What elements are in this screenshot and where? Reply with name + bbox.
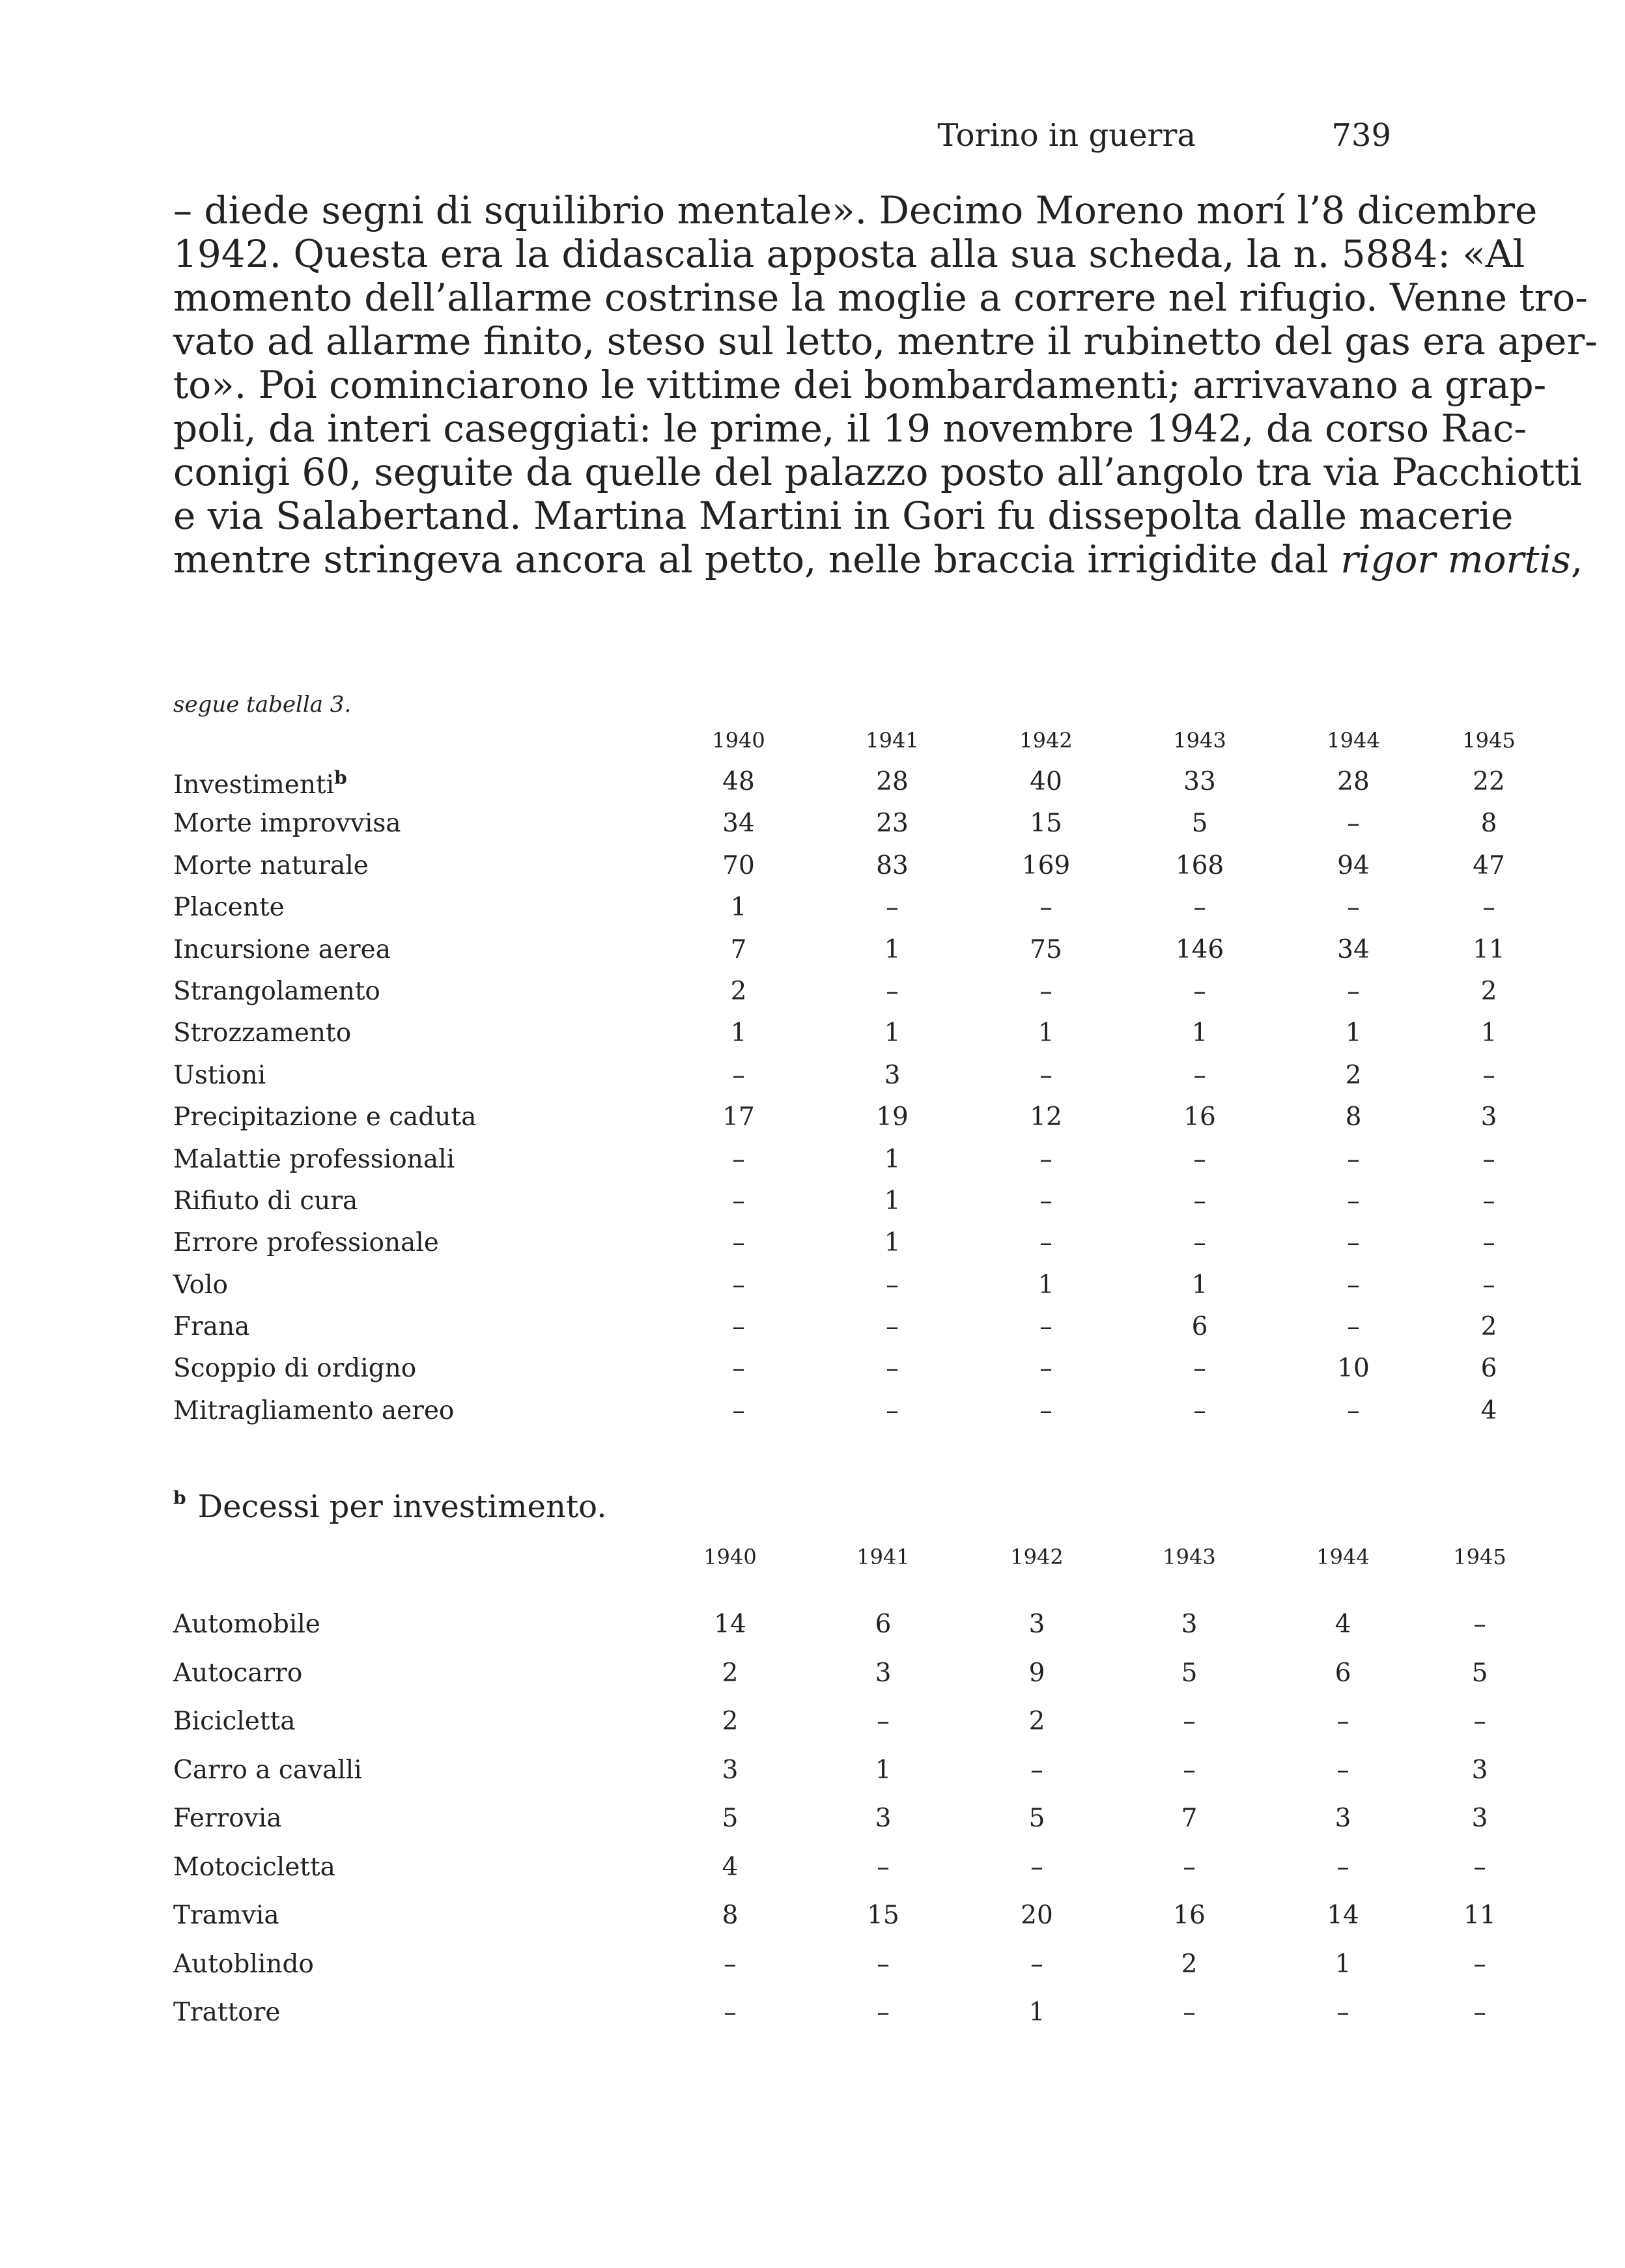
- table-cell: 3: [875, 1804, 892, 1833]
- table-row: [173, 1102, 1497, 1144]
- table-cell: –: [877, 1707, 890, 1736]
- table-cell: –: [877, 1998, 890, 2027]
- table-row: [173, 1610, 1486, 1659]
- table-row: [173, 976, 1497, 1018]
- row-label: Autocarro: [173, 1658, 303, 1688]
- page-number: 739: [1331, 117, 1391, 154]
- table-cell: –: [1347, 1144, 1360, 1174]
- table-cell: 83: [876, 850, 909, 880]
- table-cell: –: [1347, 1228, 1360, 1258]
- year-header: 1941: [856, 1545, 910, 1569]
- row-label: Strangolamento: [173, 976, 380, 1006]
- table-year-header: [173, 1545, 1506, 1610]
- table-cell: 1: [1335, 1949, 1351, 1979]
- row-label: Malattie professionali: [173, 1144, 455, 1174]
- table-row: [173, 1901, 1496, 1950]
- table-cell: 17: [722, 1102, 755, 1132]
- table-cell: 34: [722, 809, 755, 839]
- footnote-marker: b: [173, 1487, 186, 1509]
- table-cell: 1: [1038, 1270, 1054, 1300]
- table-row: [173, 1018, 1497, 1060]
- body-line-last: [173, 537, 1583, 581]
- table-cell: 2: [1480, 1312, 1497, 1342]
- row-label: Autoblindo: [173, 1949, 314, 1979]
- table-cell: –: [1473, 1852, 1486, 1882]
- table-row: [173, 850, 1505, 893]
- table-cell: –: [1039, 976, 1053, 1006]
- table-cell: –: [1347, 1186, 1360, 1216]
- table-cell: 12: [1030, 1102, 1062, 1132]
- table-cell: 15: [867, 1901, 899, 1930]
- table-cell: –: [886, 1395, 899, 1425]
- row-label: Placente: [173, 893, 285, 923]
- table-cell: 8: [722, 1901, 739, 1930]
- table-cell: –: [732, 1060, 745, 1090]
- table-cell: –: [1473, 1707, 1486, 1736]
- table-cell: 3: [1471, 1804, 1488, 1833]
- table-cell: –: [1347, 976, 1360, 1006]
- body-text-segment: mentre stringeva ancora al petto, nelle braccia irrigidite dal: [173, 537, 1341, 581]
- table-row: [173, 1354, 1497, 1395]
- table-cell: 47: [1473, 850, 1505, 880]
- row-label: Strozzamento: [173, 1018, 352, 1048]
- table-cell: –: [1193, 1186, 1206, 1216]
- table-cell: 33: [1183, 767, 1216, 796]
- table-cell: 94: [1337, 850, 1370, 880]
- table-cell: –: [1030, 1755, 1043, 1785]
- table-cell: 75: [1030, 934, 1062, 964]
- table-cell: 20: [1021, 1901, 1053, 1930]
- table-cell: –: [1482, 1228, 1495, 1258]
- year-header: 1944: [1316, 1545, 1370, 1569]
- table-year-header: [173, 728, 1516, 767]
- table-row: [173, 1395, 1497, 1438]
- table-cell: 10: [1337, 1354, 1370, 1384]
- table-cell: 6: [1335, 1658, 1351, 1688]
- table-cell: 5: [1471, 1658, 1488, 1688]
- row-label: [173, 767, 347, 800]
- table-row: [173, 1312, 1497, 1354]
- row-label: Morte improvvisa: [173, 809, 401, 839]
- table-cell: 1: [1038, 1018, 1054, 1048]
- table-row: [173, 1755, 1488, 1804]
- table-cell: 4: [1335, 1610, 1351, 1639]
- table-cell: –: [1347, 893, 1360, 923]
- table-cell: 15: [1030, 809, 1062, 839]
- table-cell: 5: [1181, 1658, 1198, 1688]
- body-line: conigi 60, seguite da quelle del palazzo posto all’angolo tra via Pacchiotti: [173, 450, 1582, 494]
- table-cell: 1: [1191, 1270, 1208, 1300]
- table-cell: –: [1183, 1707, 1196, 1736]
- table-cell: –: [1039, 1395, 1053, 1425]
- table-cell: 6: [875, 1610, 892, 1639]
- row-label: Motocicletta: [173, 1852, 335, 1882]
- table-cell: –: [1473, 1998, 1486, 2027]
- table-cell: 23: [876, 809, 909, 839]
- row-label: Bicicletta: [173, 1707, 296, 1736]
- table-row: [173, 1144, 1495, 1186]
- table-cell: 11: [1473, 934, 1505, 964]
- table-cell: –: [1193, 976, 1206, 1006]
- table-cell: 3: [1471, 1755, 1488, 1785]
- table-cell: –: [1193, 1060, 1206, 1090]
- table-cell: 22: [1473, 767, 1505, 796]
- table-cell: 1: [884, 1186, 901, 1216]
- table-cell: 6: [1480, 1354, 1497, 1384]
- table-cell: –: [1482, 1270, 1495, 1300]
- body-line: poli, da interi caseggiati: le prime, il 19 novembre 1942, da corso Rac-: [173, 406, 1527, 451]
- table-cell: –: [1473, 1949, 1486, 1979]
- body-line: e via Salabertand. Martina Martini in Gori fu dissepolta dalle macerie: [173, 494, 1514, 538]
- table-cell: 1: [1028, 1998, 1045, 2027]
- table-cell: –: [1347, 1270, 1360, 1300]
- table-cell: 2: [1181, 1949, 1198, 1979]
- year-header: 1945: [1462, 728, 1516, 753]
- table-cell: 1: [730, 1018, 747, 1048]
- footnote-text: Decessi per investimento.: [197, 1489, 607, 1525]
- table-cell: –: [1039, 1186, 1053, 1216]
- table-cell: –: [1336, 1998, 1349, 2027]
- table-cell: 3: [722, 1755, 739, 1785]
- table-cell: –: [1039, 1144, 1053, 1174]
- table-row: [173, 1060, 1495, 1102]
- body-line: to». Poi cominciarono le vittime dei bombardamenti; arrivavano a grap-: [173, 363, 1547, 407]
- table-cell: –: [886, 976, 899, 1006]
- table-cell: –: [1183, 1998, 1196, 2027]
- table-cell: –: [886, 1270, 899, 1300]
- page-header: [173, 117, 1391, 176]
- table-cell: 3: [1028, 1610, 1045, 1639]
- table-cell: 2: [1028, 1707, 1045, 1736]
- table-cell: 9: [1028, 1658, 1045, 1688]
- table-row: [173, 1804, 1488, 1853]
- row-label: Ustioni: [173, 1060, 266, 1090]
- row-label: Automobile: [173, 1610, 320, 1639]
- year-header: 1943: [1173, 728, 1226, 753]
- table-cell: 168: [1175, 850, 1224, 880]
- table-cell: –: [732, 1270, 745, 1300]
- table-cell: –: [1039, 1060, 1053, 1090]
- table-cell: 7: [730, 934, 747, 964]
- table-cell: 34: [1337, 934, 1370, 964]
- row-label: Tramvia: [173, 1901, 279, 1930]
- table-cell: 3: [1181, 1610, 1198, 1639]
- table-cell: 11: [1463, 1901, 1496, 1930]
- body-line: – diede segni di squilibrio mentale». Decimo Moreno morí l’8 dicembre: [173, 188, 1538, 232]
- table-cell: 2: [730, 976, 747, 1006]
- table-cell: 16: [1183, 1102, 1216, 1132]
- table-cell: 2: [1480, 976, 1497, 1006]
- table-cell: 40: [1030, 767, 1062, 796]
- table-cell: –: [1482, 893, 1495, 923]
- table-cell: 5: [722, 1804, 739, 1833]
- table-cell: –: [732, 1186, 745, 1216]
- table-cell: –: [1030, 1852, 1043, 1882]
- table-cell: –: [732, 1312, 745, 1342]
- table-cell: –: [1482, 1186, 1495, 1216]
- table-row: [173, 767, 1505, 809]
- table-cell: 4: [722, 1852, 739, 1882]
- table-cell: –: [1482, 1060, 1495, 1090]
- row-label: Morte naturale: [173, 850, 369, 880]
- table-cell: 2: [722, 1658, 739, 1688]
- table-cell: –: [1193, 1354, 1206, 1384]
- table-cell: –: [886, 1354, 899, 1384]
- year-header: 1942: [1010, 1545, 1064, 1569]
- table-row: [173, 893, 1495, 934]
- row-label: Trattore: [173, 1998, 281, 2027]
- table-cell: –: [724, 1998, 737, 2027]
- table-cell: 1: [1191, 1018, 1208, 1048]
- table-cell: –: [1183, 1755, 1196, 1785]
- table-cell: –: [1039, 1312, 1053, 1342]
- table-caption: segue tabella 3.: [173, 692, 352, 718]
- table-row: [173, 1852, 1486, 1901]
- table-cell: 5: [1028, 1804, 1045, 1833]
- table-cell: 1: [884, 1018, 901, 1048]
- table-cell: 5: [1191, 809, 1208, 839]
- table-cell: –: [877, 1852, 890, 1882]
- table-cell: –: [1193, 1228, 1206, 1258]
- year-header: 1940: [712, 728, 765, 753]
- table-cell: –: [1039, 1228, 1053, 1258]
- table-cell: 16: [1173, 1901, 1206, 1930]
- table-cell: 14: [1327, 1901, 1359, 1930]
- row-label-text: Investimenti: [173, 770, 335, 800]
- table-row: [173, 1186, 1495, 1228]
- table-cell: 1: [884, 1144, 901, 1174]
- footnote-marker: b: [334, 767, 347, 789]
- table-cell: –: [1193, 893, 1206, 923]
- table-cell: 3: [1335, 1804, 1351, 1833]
- table-cell: –: [1347, 809, 1360, 839]
- table-cell: 3: [884, 1060, 901, 1090]
- table-row: [173, 1228, 1495, 1270]
- causes-of-death-table: [173, 728, 1516, 1438]
- table-cell: –: [1039, 1354, 1053, 1384]
- table-cell: 1: [1345, 1018, 1362, 1048]
- row-label: Carro a cavalli: [173, 1755, 362, 1785]
- table-cell: –: [1336, 1852, 1349, 1882]
- table-cell: 146: [1175, 934, 1224, 964]
- year-header: 1941: [866, 728, 919, 753]
- table-row: [173, 809, 1497, 850]
- table-cell: 2: [722, 1707, 739, 1736]
- table-cell: 169: [1021, 850, 1071, 880]
- table-row: [173, 1949, 1486, 1998]
- vehicle-deaths-table: [173, 1545, 1506, 2047]
- table-cell: –: [886, 893, 899, 923]
- table-cell: 4: [1480, 1395, 1497, 1425]
- table-cell: –: [1183, 1852, 1196, 1882]
- table-cell: –: [732, 1228, 745, 1258]
- running-title: Torino in guerra: [937, 117, 1196, 154]
- table-cell: –: [1030, 1949, 1043, 1979]
- body-italic-term: rigor mortis: [1340, 537, 1571, 581]
- table-cell: 48: [722, 767, 755, 796]
- table-cell: –: [1336, 1755, 1349, 1785]
- row-label: Rifiuto di cura: [173, 1186, 358, 1216]
- table-cell: –: [1473, 1610, 1486, 1639]
- table-cell: –: [1039, 893, 1053, 923]
- table-cell: –: [1482, 1144, 1495, 1174]
- row-label: Volo: [173, 1270, 229, 1300]
- body-line: momento dell’allarme costrinse la moglie a correre nel rifugio. Venne tro-: [173, 275, 1588, 320]
- row-label: Incursione aerea: [173, 934, 391, 964]
- table-cell: 28: [1337, 767, 1370, 796]
- table-cell: 19: [876, 1102, 909, 1132]
- table-cell: –: [886, 1312, 899, 1342]
- table-cell: –: [732, 1354, 745, 1384]
- table-cell: 1: [1480, 1018, 1497, 1048]
- table-cell: 8: [1480, 809, 1497, 839]
- table-row: [173, 1707, 1486, 1756]
- row-label: Scoppio di ordigno: [173, 1354, 417, 1384]
- year-header: 1945: [1453, 1545, 1506, 1569]
- table-cell: –: [732, 1395, 745, 1425]
- table-cell: –: [1193, 1395, 1206, 1425]
- body-text-segment: ,: [1570, 537, 1583, 581]
- table-cell: 6: [1191, 1312, 1208, 1342]
- table-cell: 7: [1181, 1804, 1198, 1833]
- body-line: 1942. Questa era la didascalia apposta alla sua scheda, la n. 5884: «Al: [173, 232, 1525, 276]
- table-row: [173, 1998, 1486, 2047]
- year-header: 1940: [703, 1545, 757, 1569]
- table-cell: 70: [722, 850, 755, 880]
- table-cell: 3: [1480, 1102, 1497, 1132]
- table-cell: –: [1336, 1707, 1349, 1736]
- body-line: vato ad allarme finito, steso sul letto, mentre il rubinetto del gas era aper-: [173, 319, 1598, 363]
- table-row: [173, 934, 1505, 977]
- table-cell: –: [1193, 1144, 1206, 1174]
- table-cell: 28: [876, 767, 909, 796]
- body-paragraph: [173, 188, 1598, 581]
- table-cell: 8: [1345, 1102, 1362, 1132]
- year-header: 1944: [1327, 728, 1380, 753]
- table-cell: 1: [875, 1755, 892, 1785]
- table-cell: –: [877, 1949, 890, 1979]
- row-label: Errore professionale: [173, 1228, 439, 1258]
- table-cell: 2: [1345, 1060, 1362, 1090]
- table-cell: –: [1347, 1312, 1360, 1342]
- year-header: 1943: [1163, 1545, 1216, 1569]
- table-cell: 1: [884, 934, 901, 964]
- table-cell: –: [724, 1949, 737, 1979]
- table-cell: 3: [875, 1658, 892, 1688]
- table-cell: –: [732, 1144, 745, 1174]
- table-row: [173, 1658, 1488, 1707]
- table-cell: 14: [714, 1610, 746, 1639]
- table-cell: –: [1347, 1395, 1360, 1425]
- table-row: [173, 1270, 1495, 1312]
- table-cell: 1: [730, 893, 747, 923]
- table-cell: 1: [884, 1228, 901, 1258]
- year-header: 1942: [1019, 728, 1073, 753]
- row-label: Mitragliamento aereo: [173, 1395, 455, 1425]
- row-label: Frana: [173, 1312, 250, 1342]
- row-label: Precipitazione e caduta: [173, 1102, 477, 1132]
- row-label: Ferrovia: [173, 1804, 282, 1833]
- footnote: [173, 1487, 606, 1525]
